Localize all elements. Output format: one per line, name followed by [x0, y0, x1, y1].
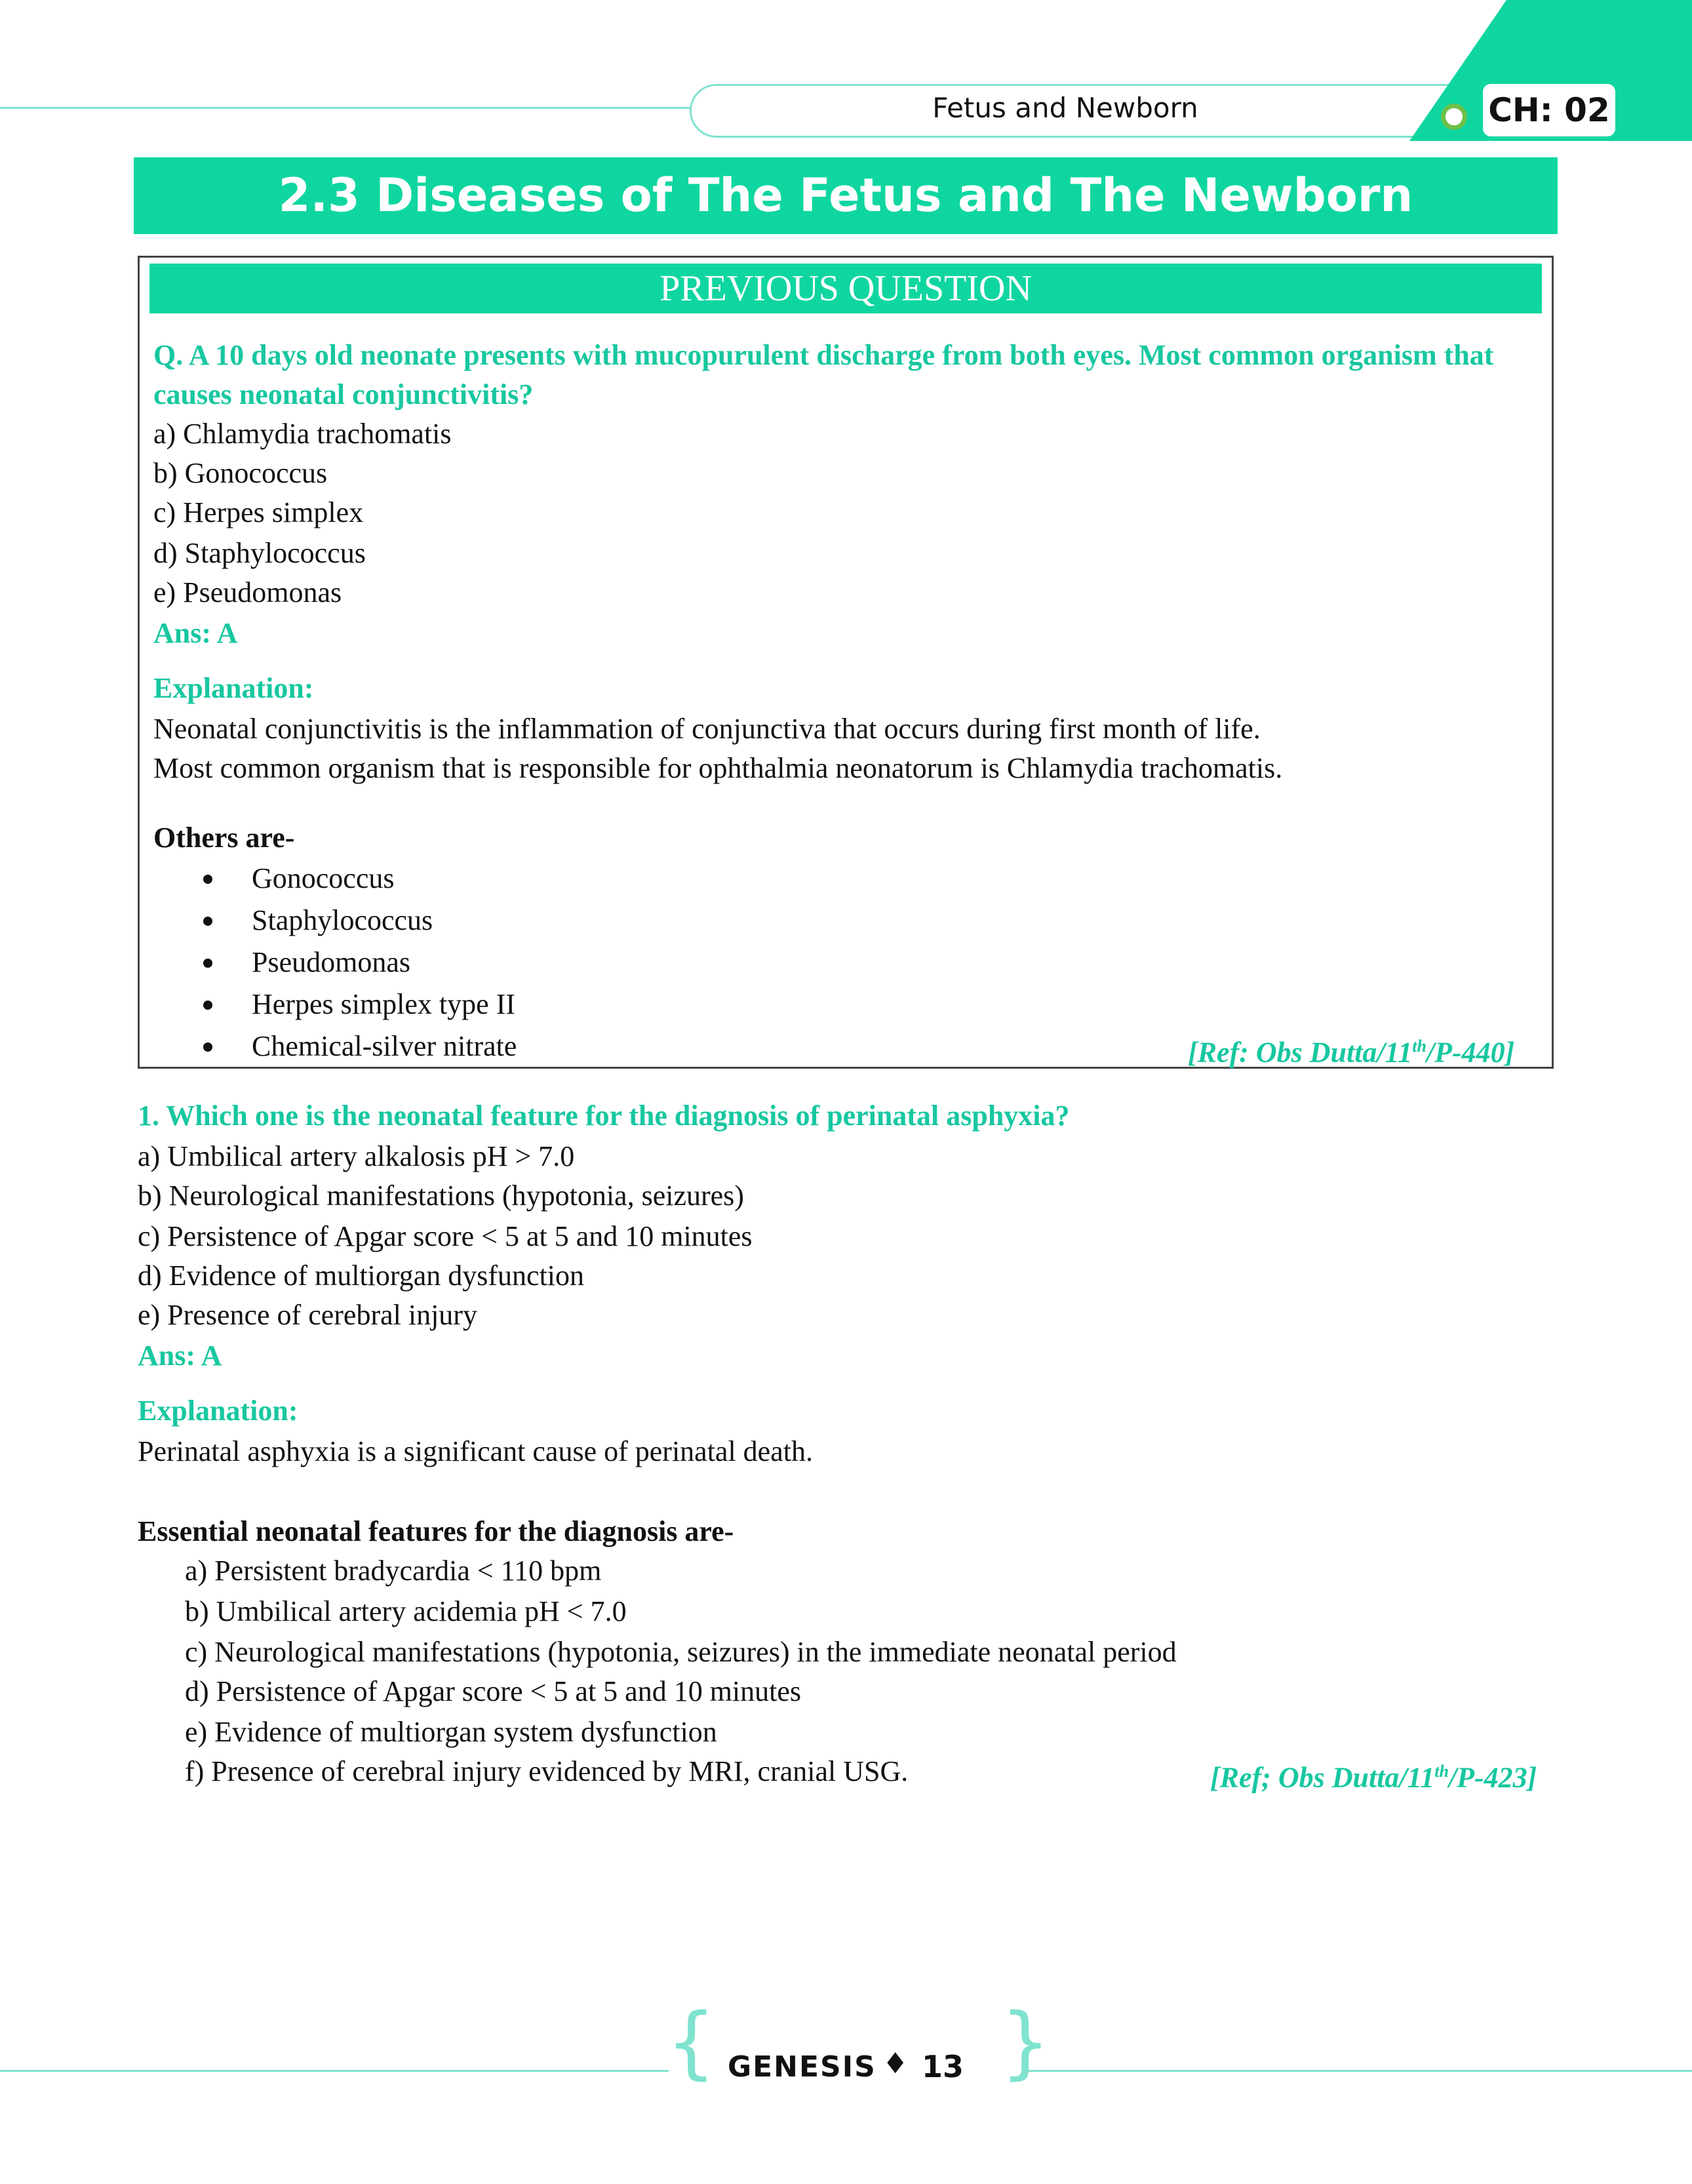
- q1-feature-item: a) Persistent bradycardia < 110 bpm: [185, 1555, 602, 1587]
- pq-other-item: Chemical-silver nitrate: [252, 1030, 517, 1062]
- pq-option: e) Pseudomonas: [153, 576, 342, 608]
- pq-question-line-1: Q. A 10 days old neonate presents with mucopurulent discharge from both eyes. Most common organism that: [153, 339, 1494, 371]
- q1-feature-item: d) Persistence of Apgar score < 5 at 5 and 10 minutes: [185, 1675, 802, 1707]
- pq-other-item: Gonococcus: [252, 862, 395, 894]
- bullet-icon: [203, 1042, 212, 1052]
- q1-explanation-label: Explanation:: [138, 1395, 298, 1427]
- chapter-dot-icon: [1441, 104, 1467, 130]
- footer-brand: GENESIS: [728, 2050, 876, 2084]
- q1-explanation-line: Perinatal asphyxia is a significant cause of perinatal death.: [138, 1435, 813, 1467]
- q1-feature-item: b) Umbilical artery acidemia pH < 7.0: [185, 1595, 627, 1627]
- header-section-title: Fetus and Newborn: [932, 92, 1198, 124]
- q1-option: a) Umbilical artery alkalosis pH > 7.0: [138, 1140, 575, 1172]
- bullet-icon: [203, 875, 212, 884]
- q1-option: c) Persistence of Apgar score < 5 at 5 and 10 minutes: [138, 1220, 753, 1252]
- pq-reference: [Ref: Obs Dutta/11th/P-440]: [1188, 1036, 1515, 1069]
- q1-answer: Ans: A: [138, 1340, 222, 1372]
- q1-feature-item: e) Evidence of multiorgan system dysfunction: [185, 1716, 717, 1748]
- bullet-icon: [203, 959, 212, 968]
- previous-question-heading: PREVIOUS QUESTION: [149, 264, 1542, 313]
- pq-explanation-line: Neonatal conjunctivitis is the inflammation of conjunctiva that occurs during first month of life.: [153, 713, 1261, 745]
- footer-diamond-icon: ♦: [882, 2047, 909, 2080]
- pq-option: d) Staphylococcus: [153, 537, 366, 569]
- bullet-icon: [203, 917, 212, 926]
- footer-rule-right: [1023, 2070, 1692, 2072]
- pq-other-item: Pseudomonas: [252, 946, 410, 978]
- pq-answer: Ans: A: [153, 617, 238, 649]
- footer-rule-left: [0, 2070, 669, 2072]
- pq-other-item: Staphylococcus: [252, 904, 433, 936]
- pq-other-item: Herpes simplex type II: [252, 988, 515, 1020]
- q1-features-label: Essential neonatal features for the diagnosis are-: [138, 1515, 734, 1547]
- q1-option: b) Neurological manifestations (hypotonia, seizures): [138, 1180, 744, 1212]
- page-number: 13: [922, 2049, 964, 2084]
- q1-feature-item: f) Presence of cerebral injury evidenced by MRI, cranial USG.: [185, 1755, 909, 1787]
- q1-question: 1. Which one is the neonatal feature for the diagnosis of perinatal asphyxia?: [138, 1100, 1070, 1132]
- pq-explanation-line: Most common organism that is responsible for ophthalmia neonatorum is Chlamydia trachomatis.: [153, 752, 1283, 784]
- pq-option: a) Chlamydia trachomatis: [153, 418, 452, 450]
- pq-option: c) Herpes simplex: [153, 496, 364, 528]
- pq-explanation-label: Explanation:: [153, 672, 314, 704]
- footer-brace-left: {: [666, 1997, 717, 2088]
- pq-question-line-2: causes neonatal conjunctivitis?: [153, 378, 534, 410]
- footer-brace-right: }: [1000, 1997, 1051, 2088]
- chapter-label: CH: 02: [1483, 84, 1615, 136]
- q1-feature-item: c) Neurological manifestations (hypotonia, seizures) in the immediate neonatal period: [185, 1636, 1177, 1668]
- header-chapter-tab: [0, 0, 1692, 157]
- q1-option: e) Presence of cerebral injury: [138, 1299, 477, 1331]
- pq-others-label: Others are-: [153, 822, 295, 854]
- q1-option: d) Evidence of multiorgan dysfunction: [138, 1260, 585, 1292]
- q1-reference: [Ref; Obs Dutta/11th/P-423]: [1210, 1761, 1537, 1794]
- pq-option: b) Gonococcus: [153, 457, 328, 489]
- section-banner: 2.3 Diseases of The Fetus and The Newborn: [134, 157, 1558, 234]
- bullet-icon: [203, 1001, 212, 1010]
